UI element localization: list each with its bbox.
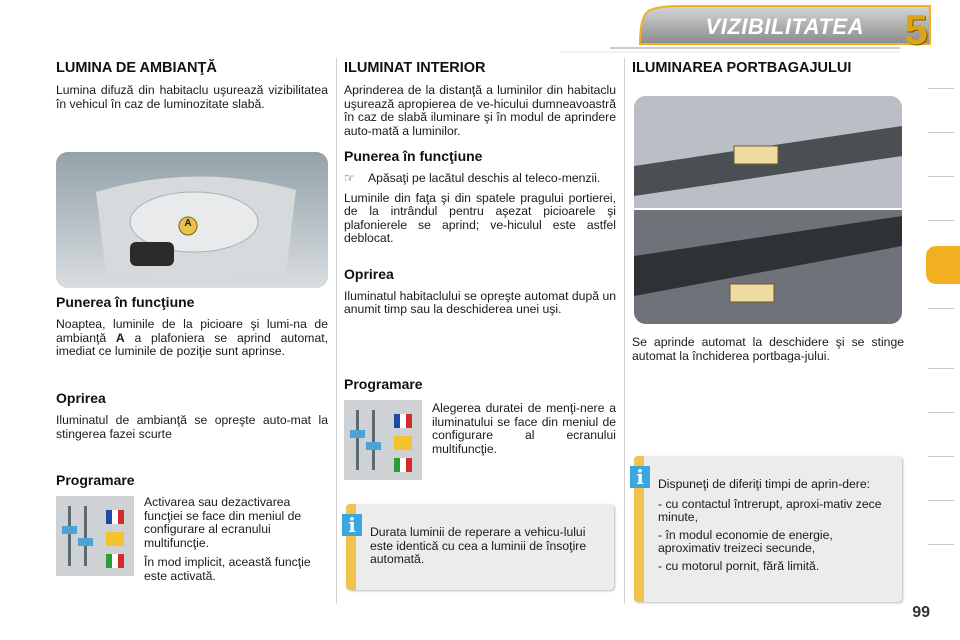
side-tab-divider xyxy=(928,132,954,133)
side-tab-divider xyxy=(928,456,954,457)
settings-sliders-icon xyxy=(56,496,134,576)
list-item: - în modul economie de energie, aproximativ treizeci secunde, xyxy=(658,527,833,555)
info-icon: i xyxy=(630,466,650,488)
boot-light-photo xyxy=(634,96,902,324)
ambient-off-section xyxy=(56,390,328,447)
ambient-off-heading: Oprirea xyxy=(56,390,106,406)
interior-on-heading: Punerea în funcţiune xyxy=(344,148,483,164)
column-divider xyxy=(336,58,337,604)
side-tab-divider xyxy=(928,308,954,309)
boot-info-text-block xyxy=(658,478,896,573)
side-tab-divider xyxy=(928,88,954,89)
interior-lighting-intro: Aprinderea de la distanţă a luminilor din habitaclu uşurează apropierea de ve-hicului dumneavoastră în caz de slabă iluminare şi în modul de aprindere auto-mată a luminilor. xyxy=(344,83,616,138)
ambient-light-callout-label: A xyxy=(184,218,192,229)
side-tab-divider xyxy=(928,544,954,545)
ambient-on-heading: Punerea în funcţiune xyxy=(56,294,195,310)
ambient-prog-text-2: În mod implicit, această funcţie este activată. xyxy=(144,555,311,583)
settings-sliders-icon xyxy=(344,400,422,480)
interior-off-heading: Oprirea xyxy=(344,265,394,282)
ambient-prog-section xyxy=(56,472,328,496)
boot-lighting-heading: ILUMINAREA PORTBAGAJULUI xyxy=(632,60,852,76)
ambient-light-intro: Lumina difuză din habitaclu uşurează vizibilitatea în vehicul în caz de luminozitate slabă. xyxy=(56,83,328,111)
ambient-light-photo xyxy=(56,152,328,288)
interior-lighting-heading: ILUMINAT INTERIOR xyxy=(344,60,486,76)
list-item: - cu motorul pornit, fără limită. xyxy=(658,558,820,573)
interior-info-text: Durata luminii de reperare a vehicu-lului este identică cu cea a luminii de însoţire automată. xyxy=(370,525,587,566)
interior-prog-text: Alegerea duratei de menţi-nere a iluminatului se face din meniul de configurare al ecranului multifuncţie. xyxy=(432,401,616,456)
side-tab-divider xyxy=(928,412,954,413)
list-item: - cu contactul întrerupt, aproxi-mativ zece minute, xyxy=(658,496,882,524)
ambient-on-section xyxy=(56,294,328,365)
interior-info-box xyxy=(346,504,614,590)
interior-prog-text-block xyxy=(432,402,616,462)
interior-lighting-column xyxy=(344,60,616,323)
boot-info-box xyxy=(634,456,902,602)
side-tab-divider xyxy=(928,176,954,177)
side-tab-divider xyxy=(928,368,954,369)
boot-lighting-text-block xyxy=(632,336,904,369)
interior-info-text-block xyxy=(370,526,606,573)
ambient-off-text: Iluminatul de ambianţă se opreşte auto-mat la stingerea fazei scurte xyxy=(56,413,328,441)
boot-lighting-column xyxy=(632,60,904,84)
interior-on-text: Luminile din faţa şi din spatele pragului portierei, de la intrândul pentru aşezat picioarele şi plafonierele se aprind; ve-hiculul este astfel deblocat. xyxy=(344,190,616,245)
boot-lighting-text: Se aprinde automat la deschidere şi se stinge automat la închiderea portbaga-jului. xyxy=(632,335,904,363)
interior-off-text: Iluminatul habitaclului se opreşte automat după un anumit timp sau la deschiderea unei uşi. xyxy=(344,288,616,316)
chapter-title: VIZIBILITATEA xyxy=(705,14,864,39)
boot-info-list xyxy=(658,498,896,574)
interior-prog-section xyxy=(344,376,616,400)
boot-info-intro: Dispuneţi de diferiţi timpi de aprin-dere: xyxy=(658,477,871,491)
chapter-number-badge: 5 xyxy=(904,6,928,53)
column-divider xyxy=(624,58,625,604)
page-number: 99 xyxy=(912,604,930,621)
active-chapter-tab xyxy=(926,246,960,284)
ambient-light-heading: LUMINA DE AMBIANŢĂ xyxy=(56,60,217,76)
pointing-hand-icon: ☞ xyxy=(344,171,355,185)
side-tab-divider xyxy=(928,220,954,221)
interior-prog-heading: Programare xyxy=(344,376,423,392)
interior-on-bullet xyxy=(344,172,616,186)
ambient-on-text: Noaptea, luminile de la picioare şi lumi-na de ambianţă A a plafoniera se aprind automat, imediat ce luminile de poziţie sunt aprinse. xyxy=(56,317,328,358)
ambient-light-column xyxy=(56,60,328,117)
ambient-prog-text-block xyxy=(144,496,328,589)
ambient-prog-text-1: Activarea sau dezactivarea funcţiei se face din meniul de configurare al ecranului multifuncţie. xyxy=(144,495,302,550)
ambient-prog-heading: Programare xyxy=(56,472,135,488)
side-tab-divider xyxy=(928,500,954,501)
info-icon: i xyxy=(342,514,362,536)
page-header xyxy=(0,0,960,58)
interior-on-bullet-text: Apăsaţi pe lacătul deschis al teleco-menzii. xyxy=(368,171,601,185)
chapter-side-tabs xyxy=(926,68,960,598)
